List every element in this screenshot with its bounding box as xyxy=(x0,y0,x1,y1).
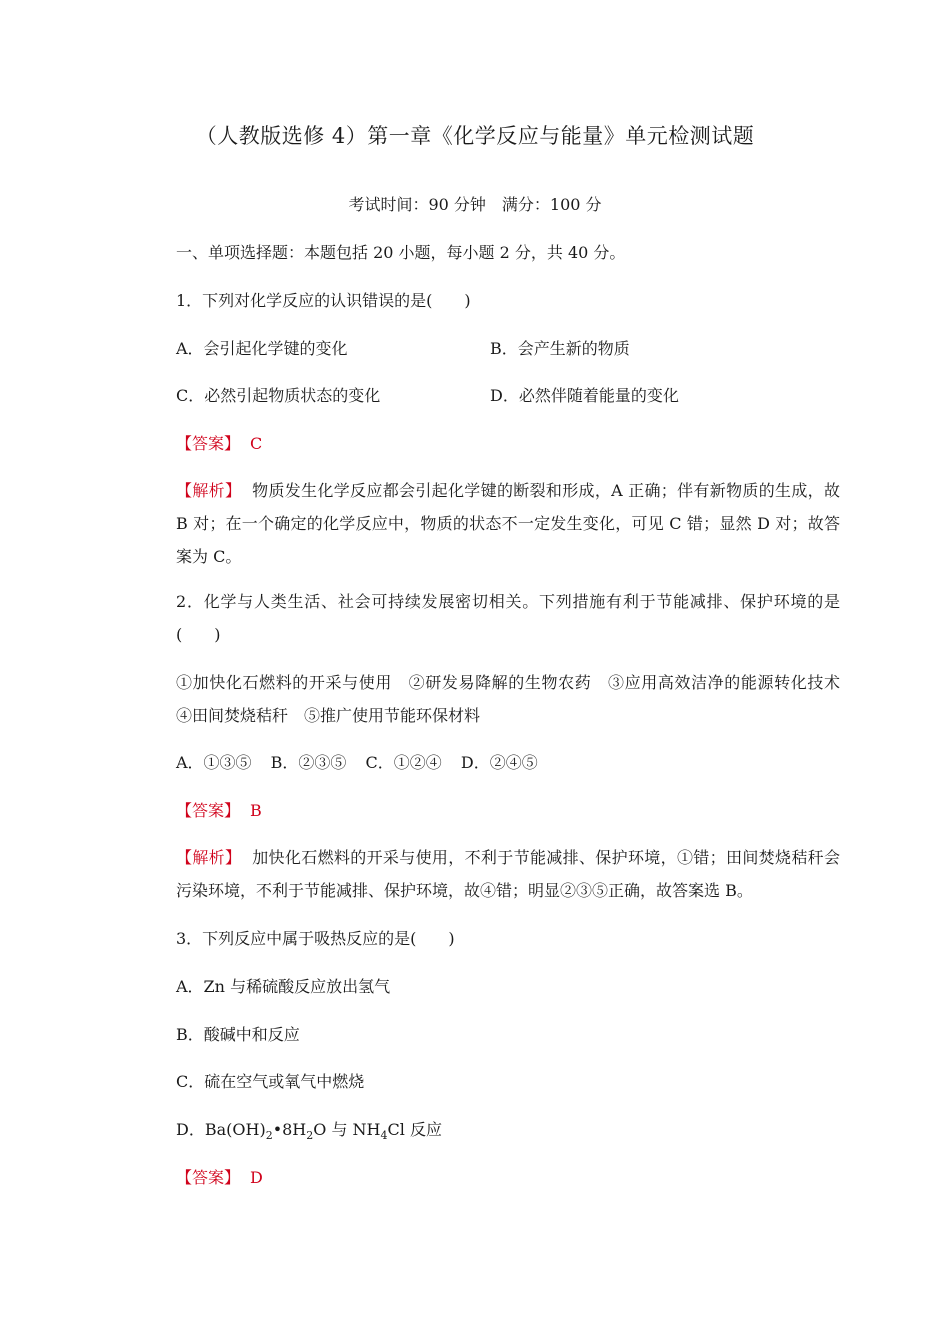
analysis-label: 【解析】 xyxy=(176,481,242,500)
q3-d-sub: 4 xyxy=(380,1129,388,1142)
q1-options-row1 xyxy=(176,336,826,359)
q3-option-c: C．硫在空气或氧气中燃烧 xyxy=(176,1072,365,1091)
document-title: （人教版选修 4）第一章《化学反应与能量》单元检测试题 xyxy=(195,124,755,148)
q1-option-b: B．会产生新的物质 xyxy=(490,339,630,358)
q2-option-c: C．①②④ xyxy=(365,753,442,772)
q3-option-b: B．酸碱中和反应 xyxy=(176,1025,300,1044)
q3-d-text: O 与 NH xyxy=(313,1120,381,1139)
q3-d-text: D．Ba(OH) xyxy=(176,1120,266,1139)
q3-d-text: Cl 反应 xyxy=(387,1120,442,1139)
q1-answer xyxy=(176,431,262,454)
exam-info: 考试时间：90 分钟 满分：100 分 xyxy=(348,195,602,214)
q3-answer-value: D xyxy=(250,1168,263,1187)
q2-options xyxy=(176,750,552,773)
q1-analysis xyxy=(144,474,840,573)
q3-d-sub: 2 xyxy=(265,1129,273,1142)
q3-answer xyxy=(176,1165,263,1188)
q1-option-c: C．必然引起物质状态的变化 xyxy=(176,386,381,405)
q1-analysis-text: 物质发生化学反应都会引起化学键的断裂和形成，A 正确；伴有新物质的生成，故 B 对；在一个确定的化学反应中，物质的状态不一定发生变化，可见 C 错；显然 D 对；故答案为 C。 xyxy=(176,481,840,566)
q2-items: ①加快化石燃料的开采与使用 ②研发易降解的生物农药 ③应用高效洁净的能源转化技术 ④田间焚烧秸秆 ⑤推广使用节能环保材料 xyxy=(176,673,857,725)
q2-analysis xyxy=(144,841,840,907)
section-heading: 一、单项选择题：本题包括 20 小题，每小题 2 分，共 40 分。 xyxy=(176,243,626,262)
q2-option-d: D．②④⑤ xyxy=(460,753,538,772)
q2-option-b: B．②③⑤ xyxy=(270,753,347,772)
q2-analysis-text: 加快化石燃料的开采与使用，不利于节能减排、保护环境，①错；田间焚烧秸秆会污染环境，不利于节能减排、保护环境，故④错；明显②③⑤正确，故答案选 B。 xyxy=(176,848,840,900)
q1-option-d: D．必然伴随着能量的变化 xyxy=(490,386,679,405)
analysis-label: 【解析】 xyxy=(176,848,242,867)
q1-stem: 1．下列对化学反应的认识错误的是( ) xyxy=(176,291,471,310)
q3-option-d xyxy=(176,1117,442,1142)
q1-answer-value: C xyxy=(250,434,263,453)
answer-label: 【答案】 xyxy=(176,1168,241,1187)
q3-option-a: A．Zn 与稀硫酸反应放出氢气 xyxy=(176,977,391,996)
answer-label: 【答案】 xyxy=(176,801,241,820)
q3-stem: 3．下列反应中属于吸热反应的是( ) xyxy=(176,929,455,948)
q2-stem: 2．化学与人类生活、社会可持续发展密切相关。下列措施有利于节能减排、保护环境的是( ) xyxy=(176,592,840,644)
q3-d-text: •8H xyxy=(272,1120,307,1139)
q3-d-sub: 2 xyxy=(306,1129,314,1142)
q1-option-a: A．会引起化学键的变化 xyxy=(176,339,348,358)
q2-option-a: A．①③⑤ xyxy=(176,753,252,772)
q2-answer-value: B xyxy=(250,801,262,820)
q2-answer xyxy=(176,798,262,821)
q1-options-row2 xyxy=(176,383,826,406)
answer-label: 【答案】 xyxy=(176,434,241,453)
